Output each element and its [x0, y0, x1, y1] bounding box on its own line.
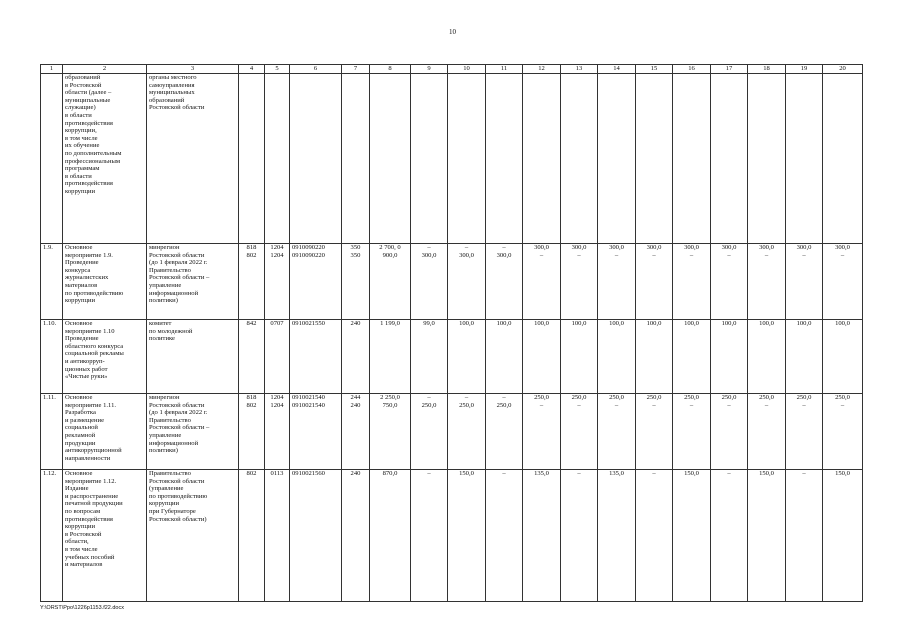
- budget-table: [40, 64, 863, 602]
- table-cell: 135,0: [598, 470, 636, 602]
- table-cell: 99,0: [411, 320, 448, 394]
- table-cell: 100,0: [448, 320, 486, 394]
- table-cell: Основное мероприятие 1.9. Проведение конкурса журналистских материалов по противодействию коррупции: [63, 244, 147, 320]
- table-cell: – 300,0: [486, 244, 523, 320]
- table-cell: 2 250,0 750,0: [370, 394, 411, 470]
- table-cell: 100,0: [486, 320, 523, 394]
- table-cell: 100,0: [598, 320, 636, 394]
- table-cell: 1.12.: [41, 470, 63, 602]
- table-cell: –: [486, 470, 523, 602]
- table-cell: [265, 74, 290, 244]
- table-cell: – 300,0: [411, 244, 448, 320]
- table-cell: –: [786, 470, 823, 602]
- table-cell: [486, 74, 523, 244]
- table-cell: 300,0 –: [748, 244, 786, 320]
- column-header: 4: [239, 65, 265, 74]
- table-cell: 100,0: [673, 320, 711, 394]
- table-cell: 300,0 –: [636, 244, 673, 320]
- table-cell: Основное мероприятие 1.10 Проведение областного конкурса социальной рекламы и антикорруп- ционных работ «Чистые руки»: [63, 320, 147, 394]
- table-cell: – 250,0: [411, 394, 448, 470]
- table-cell: – 250,0: [486, 394, 523, 470]
- column-header: 19: [786, 65, 823, 74]
- table-cell: 240: [342, 470, 370, 602]
- table-cell: [41, 74, 63, 244]
- table-cell: 100,0: [711, 320, 748, 394]
- table-cell: Основное мероприятие 1.12. Издание и распространение печатной продукции по вопросам противодействия коррупции в Ростовской области, в том числе учебных пособий и материалов: [63, 470, 147, 602]
- table-cell: 250,0 –: [823, 394, 863, 470]
- table-cell: 250,0 –: [561, 394, 598, 470]
- column-header: 7: [342, 65, 370, 74]
- table-cell: 250,0 –: [711, 394, 748, 470]
- table-cell: 100,0: [561, 320, 598, 394]
- table-cell: 842: [239, 320, 265, 394]
- table-cell: комитет по молодежной политике: [147, 320, 239, 394]
- table-cell: 300,0 –: [823, 244, 863, 320]
- table-cell: – 250,0: [448, 394, 486, 470]
- table-cell: 1 199,0: [370, 320, 411, 394]
- table-cell: –: [561, 470, 598, 602]
- table-cell: 0910021560: [290, 470, 342, 602]
- table-cell: 350 350: [342, 244, 370, 320]
- page-number: 10: [449, 28, 456, 36]
- column-header: 13: [561, 65, 598, 74]
- column-header: 1: [41, 65, 63, 74]
- table-cell: 250,0 –: [523, 394, 561, 470]
- table-cell: 150,0: [748, 470, 786, 602]
- table-cell: [290, 74, 342, 244]
- table-row: [41, 74, 863, 244]
- table-cell: 1.9.: [41, 244, 63, 320]
- table-cell: 1204 1204: [265, 394, 290, 470]
- table-cell: [239, 74, 265, 244]
- table-cell: 818 802: [239, 244, 265, 320]
- table-cell: [598, 74, 636, 244]
- table-cell: 1204 1204: [265, 244, 290, 320]
- table-cell: [636, 74, 673, 244]
- table-cell: 0113: [265, 470, 290, 602]
- table-cell: [786, 74, 823, 244]
- table-cell: 100,0: [748, 320, 786, 394]
- table-body: [41, 74, 863, 602]
- column-header: 15: [636, 65, 673, 74]
- table-cell: [561, 74, 598, 244]
- table-cell: 135,0: [523, 470, 561, 602]
- table-cell: –: [711, 470, 748, 602]
- table-cell: 300,0 –: [561, 244, 598, 320]
- column-header: 11: [486, 65, 523, 74]
- table-cell: – 300,0: [448, 244, 486, 320]
- table-cell: 244 240: [342, 394, 370, 470]
- table-cell: 100,0: [786, 320, 823, 394]
- table-cell: [448, 74, 486, 244]
- table-cell: 2 700, 0 900,0: [370, 244, 411, 320]
- table-cell: 150,0: [673, 470, 711, 602]
- table-cell: 250,0 –: [598, 394, 636, 470]
- table-cell: 818 802: [239, 394, 265, 470]
- table-cell: 300,0 –: [673, 244, 711, 320]
- table-row: [41, 320, 863, 394]
- table-cell: минрегион Ростовской области (до 1 февраля 2022 г. Правительство Ростовской области – управление информационной политики): [147, 394, 239, 470]
- table-cell: 100,0: [823, 320, 863, 394]
- table-cell: 0910090220 0910090220: [290, 244, 342, 320]
- table-cell: 300,0 –: [598, 244, 636, 320]
- table-cell: [411, 74, 448, 244]
- table-cell: 802: [239, 470, 265, 602]
- table-cell: 250,0 –: [748, 394, 786, 470]
- table-cell: 100,0: [636, 320, 673, 394]
- table-cell: 300,0 –: [786, 244, 823, 320]
- column-header: 2: [63, 65, 147, 74]
- table-cell: Основное мероприятие 1.11. Разработка и размещение социальной рекламной продукции антикоррупционной направленности: [63, 394, 147, 470]
- table-row: [41, 470, 863, 602]
- table-cell: органы местного самоуправления муниципальных образований Ростовской области: [147, 74, 239, 244]
- column-header: 6: [290, 65, 342, 74]
- column-header: 3: [147, 65, 239, 74]
- table-cell: 0707: [265, 320, 290, 394]
- column-header: 20: [823, 65, 863, 74]
- table-cell: 870,0: [370, 470, 411, 602]
- table-cell: Правительство Ростовской области (управление по противодействию коррупции при Губернаторе Ростовской области): [147, 470, 239, 602]
- table-cell: 1.10.: [41, 320, 63, 394]
- table-cell: 0910021550: [290, 320, 342, 394]
- table-cell: 250,0 –: [673, 394, 711, 470]
- table-cell: 300,0 –: [523, 244, 561, 320]
- table-cell: [673, 74, 711, 244]
- column-header: 18: [748, 65, 786, 74]
- table-cell: [370, 74, 411, 244]
- column-header: 14: [598, 65, 636, 74]
- column-header: 5: [265, 65, 290, 74]
- table-row: [41, 394, 863, 470]
- table-cell: 100,0: [523, 320, 561, 394]
- table-cell: [823, 74, 863, 244]
- table-cell: 300,0 –: [711, 244, 748, 320]
- table-cell: [342, 74, 370, 244]
- column-header: 16: [673, 65, 711, 74]
- column-header: 9: [411, 65, 448, 74]
- table-cell: минрегион Ростовской области (до 1 февраля 2022 г. Правительство Ростовской области – управление информационной политики): [147, 244, 239, 320]
- table-cell: образований в Ростовской области (далее – муниципальные служащие) в области противодействия коррупции, в том числе их обучение по дополнительным профессиональным программам в области противодействия коррупции: [63, 74, 147, 244]
- table-cell: 250,0 –: [786, 394, 823, 470]
- table-cell: 150,0: [823, 470, 863, 602]
- column-header: 12: [523, 65, 561, 74]
- table-cell: 150,0: [448, 470, 486, 602]
- table-cell: 250,0 –: [636, 394, 673, 470]
- table-cell: 1.11.: [41, 394, 63, 470]
- table-cell: [748, 74, 786, 244]
- table-cell: [523, 74, 561, 244]
- table-cell: 240: [342, 320, 370, 394]
- file-path-footer: Y:\ORST\Ppo\1226p1153.f22.docx: [40, 605, 124, 611]
- table-cell: –: [636, 470, 673, 602]
- column-header: 17: [711, 65, 748, 74]
- table-row: [41, 244, 863, 320]
- table-cell: 0910021540 0910021540: [290, 394, 342, 470]
- header-row: [41, 65, 863, 74]
- table-cell: [711, 74, 748, 244]
- column-header: 8: [370, 65, 411, 74]
- column-header: 10: [448, 65, 486, 74]
- table-cell: –: [411, 470, 448, 602]
